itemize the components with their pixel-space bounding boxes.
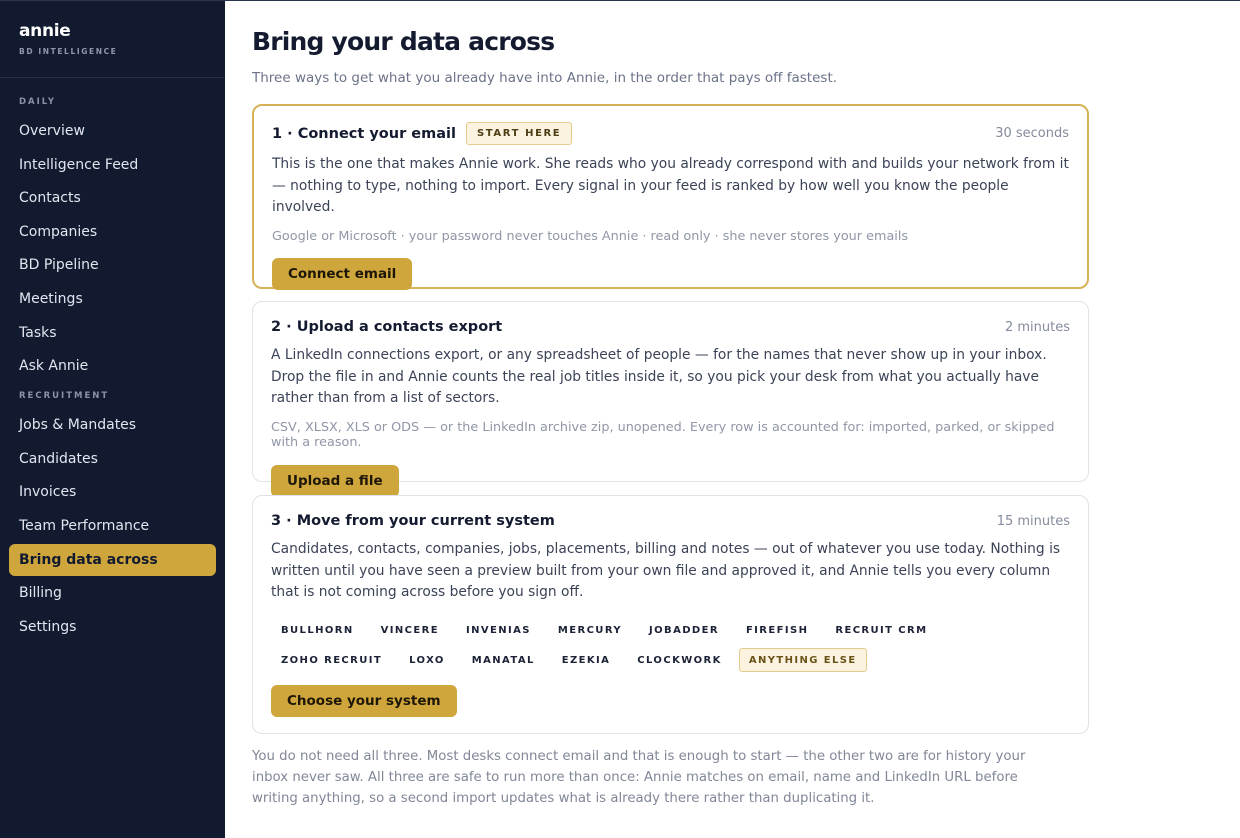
duration-label: 30 seconds: [995, 126, 1069, 141]
system-tag-firefish[interactable]: FIREFISH: [745, 624, 809, 636]
system-tag-clockwork[interactable]: CLOCKWORK: [637, 654, 722, 666]
duration-label: 15 minutes: [996, 513, 1070, 529]
system-tag-anything-else[interactable]: ANYTHING ELSE: [739, 648, 867, 672]
system-tag-jobadder[interactable]: JOBADDER: [649, 624, 719, 636]
sidebar-item-meetings[interactable]: Meetings: [19, 290, 83, 307]
card-upload-contacts: [252, 301, 1089, 489]
card-move-system: [252, 495, 1089, 734]
sidebar-item-settings[interactable]: Settings: [19, 618, 77, 635]
choose-system-button[interactable]: Choose your system: [271, 685, 457, 717]
system-tag-ezekia[interactable]: EZEKIA: [561, 654, 611, 666]
section-label-recruitment: RECRUITMENT: [19, 391, 110, 402]
page-title: Bring your data across: [252, 27, 555, 56]
sidebar-item-bring-data-across[interactable]: Bring data across: [9, 544, 216, 576]
upload-file-button[interactable]: Upload a file: [271, 465, 399, 497]
card-note: Google or Microsoft · your password never touches Annie · read only · she never stores your emails: [272, 228, 909, 244]
system-tag-zoho-recruit[interactable]: ZOHO RECRUIT: [281, 654, 383, 666]
footer-note: You do not need all three. Most desks connect email and that is enough to start — the other two are for history your inbox never saw. All three are safe to run more than once: Annie matches on email, name and LinkedIn URL before writing anything, so a second import updates what is already there rather than duplicating it.: [252, 749, 1026, 806]
section-label-daily: DAILY: [19, 97, 57, 107]
system-tag-vincere[interactable]: VINCERE: [380, 624, 439, 636]
card-title: 2 · Upload a contacts export: [271, 319, 503, 335]
sidebar-item-contacts[interactable]: Contacts: [19, 190, 81, 207]
sidebar-item-companies[interactable]: Companies: [19, 223, 98, 240]
sidebar-item-team-performance[interactable]: Team Performance: [19, 517, 150, 534]
sidebar-item-overview[interactable]: Overview: [19, 123, 85, 139]
system-tag-loxo[interactable]: LOXO: [409, 654, 445, 666]
system-tag-recruit-crm[interactable]: RECRUIT CRM: [835, 624, 928, 636]
system-tag-mercury[interactable]: MERCURY: [557, 624, 623, 636]
card-title: 3 · Move from your current system: [271, 513, 555, 529]
system-tag-bullhorn[interactable]: BULLHORN: [281, 624, 354, 636]
card-description: Candidates, contacts, companies, jobs, placements, billing and notes — out of whatever you use today. Nothing is written until you have seen a preview built from your own file and approved it, and Annie tells you every column that is not coming across before you sign off.: [271, 541, 1061, 600]
system-list: [271, 618, 1071, 678]
card-description: A LinkedIn connections export, or any spreadsheet of people — for the names that never show up in your inbox. Drop the file in and Annie counts the real job titles inside it, so you pick your desk from what you actually have rather than from a list of sectors.: [271, 347, 1047, 406]
start-here-badge: START HERE: [466, 122, 572, 145]
system-tag-invenias[interactable]: INVENIAS: [465, 624, 531, 636]
card-description: This is the one that makes Annie work. She reads who you already correspond with and builds your network from it — nothing to type, nothing to import. Every signal in your feed is ranked by how well you know the people involved.: [272, 156, 1069, 215]
card-connect-email: [252, 104, 1089, 289]
card-note: CSV, XLSX, XLS or ODS — or the LinkedIn archive zip, unopened. Every row is accounted for: imported, parked, or skipped with a reason.: [271, 419, 1055, 450]
sidebar-item-candidates[interactable]: Candidates: [19, 450, 98, 467]
card-title: 1 · Connect your email: [272, 125, 456, 142]
main-content: [225, 1, 1240, 838]
sidebar-item-ask-annie[interactable]: Ask Annie: [19, 358, 89, 375]
connect-email-button[interactable]: Connect email: [272, 258, 412, 290]
sidebar-item-jobs-mandates[interactable]: Jobs & Mandates: [19, 417, 137, 434]
sidebar-item-bd-pipeline[interactable]: BD Pipeline: [19, 257, 99, 274]
brand: [0, 1, 225, 78]
brand-subtitle: BD INTELLIGENCE: [19, 47, 118, 56]
page-subtitle: Three ways to get what you already have into Annie, in the order that pays off fastest.: [252, 70, 838, 86]
sidebar-item-tasks[interactable]: Tasks: [19, 324, 57, 341]
sidebar: [0, 1, 225, 838]
sidebar-item-invoices[interactable]: Invoices: [19, 484, 77, 501]
sidebar-item-billing[interactable]: Billing: [19, 585, 62, 602]
brand-logo[interactable]: annie: [19, 21, 71, 41]
system-tag-manatal[interactable]: MANATAL: [471, 654, 535, 666]
duration-label: 2 minutes: [1004, 319, 1070, 335]
sidebar-item-intelligence-feed[interactable]: Intelligence Feed: [19, 156, 139, 173]
